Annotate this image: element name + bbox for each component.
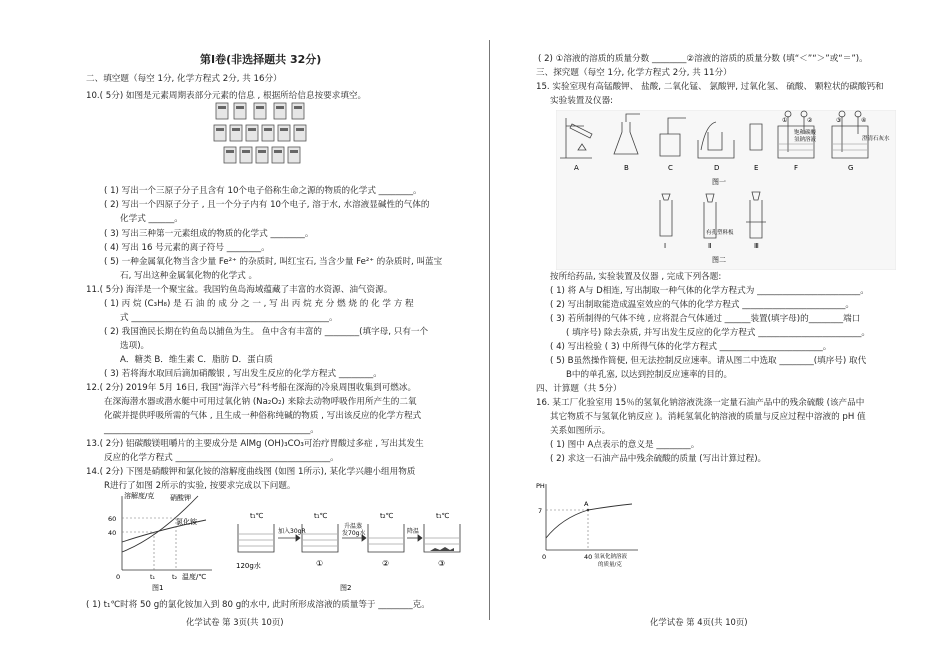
- step-label: 升温蒸: [344, 523, 363, 530]
- ytick: 60: [108, 515, 117, 523]
- point-label: A: [584, 500, 589, 508]
- line: 15. 实验室现有高锰酸钾、 盐酸, 二氧化锰、 氯酸钾, 过氧化氢、 硫酸、 颗粒状的碳酸钙和: [536, 82, 884, 92]
- apparatus-letter: F: [794, 164, 799, 172]
- line: 石, 写出这种金属氧化物的化学式 。: [120, 271, 258, 281]
- line: 三、探究题（每空 1分, 化学方程式 2分, 共 11分）: [536, 68, 732, 78]
- xtick: 0: [116, 573, 121, 581]
- curve2-label: 氯化铵: [176, 518, 197, 526]
- line: 二、填空题（每空 1分, 化学方程式 2分, 共 16分）: [86, 74, 282, 84]
- xtick: 40: [584, 553, 593, 561]
- line: ( 4) 写出检验 ( 3) 中所得气体的化学方程式 ________________________。: [550, 342, 832, 352]
- solubility-chart: [98, 490, 218, 592]
- line: 反应的化学方程式 ____________________________________。: [104, 453, 339, 463]
- ytick: 40: [108, 529, 117, 537]
- line: ( 1) 写出一个三原子分子且含有 10个电子俗称生命之源的物质的化学式 ________。: [104, 186, 422, 196]
- apparatus-letter: B: [624, 164, 629, 172]
- plate-label: 有孔塑料板: [706, 230, 734, 236]
- roman-label: Ⅱ: [708, 242, 712, 250]
- page-footer: 化学试卷 第 4页(共 10页): [650, 617, 748, 627]
- ylabel: 溶解度/克: [124, 492, 155, 500]
- line: B中的单孔塞, 以达到控制反应速率的目的。: [566, 370, 733, 380]
- water-label: 120g水: [236, 562, 261, 570]
- f-label: 氢钠溶液: [794, 137, 817, 143]
- num-label: ③: [438, 559, 446, 568]
- f-label: 饱和碳酸: [794, 130, 817, 136]
- line: 11.( 5分) 海洋是一个聚宝盆。我国钓鱼岛海域蕴藏了丰富的水资源、油气资源。: [86, 285, 393, 295]
- line: ( 4) 写出 16 号元素的离子符号 ________。: [104, 243, 270, 253]
- line: 选项)。: [120, 341, 150, 351]
- line: 14.( 2分) 下图是硝酸钾和氯化铵的溶解度曲线图 (如图 1所示), 某化学兴趣小组用物质: [86, 467, 416, 477]
- line: ( 2) 写出制取能造成温室效应的气体的化学方程式 ________________________。: [550, 300, 854, 310]
- port-label: ②: [807, 117, 813, 124]
- line: R进行了如图 2所示的实验, 按要求完成以下问题。: [104, 481, 296, 491]
- port-label: ①: [782, 117, 788, 124]
- caption: 图2: [340, 584, 352, 592]
- line: 实验装置及仪器:: [550, 96, 614, 106]
- ytick: 7: [538, 507, 543, 515]
- apparatus-letter: E: [754, 164, 759, 172]
- apparatus-letter: D: [714, 164, 720, 172]
- temp-label: t₂℃: [380, 512, 394, 520]
- caption: 图二: [712, 256, 726, 264]
- apparatus-figure: [556, 110, 896, 270]
- line: 13.( 2分) 铝碳酸镁咀嚼片的主要成分是 AlMg (OH)₃CO₃可治疗胃酸过多症 , 写出其发生: [86, 439, 424, 449]
- experiment-figure: [230, 490, 462, 592]
- line: 12.( 2分) 2019年 5月 16日, 我国“海洋六号”科考船在深海的冷泉周围收集到可燃冰。: [86, 383, 417, 393]
- line: ( 2) ①溶液的溶质的质量分数 ________②溶液的溶质的质量分数 (填“＜”“＞”或“＝”)。: [538, 54, 868, 64]
- xtick: t₁: [150, 573, 156, 581]
- xlabel: 的质量/克: [598, 562, 622, 568]
- num-label: ②: [382, 559, 390, 568]
- line: ( 1) t₁℃时将 50 g的氯化铵加入到 80 g的水中, 此时所形成溶液的质量等于 ________克。: [86, 600, 430, 610]
- page-footer: 化学试卷 第 3页(共 10页): [186, 617, 284, 627]
- port-label: ③: [836, 117, 842, 124]
- temp-label: t₁℃: [314, 512, 328, 520]
- step-label: 发70g水: [342, 530, 366, 537]
- line: ________________________________________________。: [104, 425, 319, 435]
- line: ( 1) 丙 烷 (C₃H₈) 是 石 油 的 成 分 之 一 , 写 出 丙 烷 充 分 燃 烧 的 化 学 方 程: [104, 299, 414, 309]
- line: 16. 某工厂化验室用 15％的氢氧化钠溶液洗涤一定量石油产品中的残余硫酸 (该产品中: [536, 398, 865, 408]
- line: ( 3) 写出三种第一元素组成的物质的化学式 ________。: [104, 229, 314, 239]
- section-title: 第Ⅰ卷(非选择题共 32分): [200, 53, 322, 66]
- num-label: ①: [316, 559, 324, 568]
- ph-chart: [532, 478, 642, 574]
- line: ( 3) 若将海水取回后滴加硝酸银 , 写出发生反应的化学方程式 ________。: [104, 369, 382, 379]
- roman-label: Ⅲ: [754, 242, 759, 250]
- line: A．糖类 B．维生素 C．脂肪 D．蛋白质: [120, 355, 273, 365]
- line: 式 ______________________________________________。: [120, 313, 338, 323]
- caption: 图1: [152, 584, 164, 592]
- xlabel: 温度/℃: [182, 573, 207, 581]
- roman-label: Ⅰ: [664, 242, 667, 250]
- temp-label: t₁℃: [250, 512, 264, 520]
- line: ( 1) 将 A与 D相连, 写出制取一种气体的化学方程式为 ________________________。: [550, 286, 869, 296]
- page-divider: [489, 40, 490, 620]
- xlabel: 氢氧化钠溶液: [594, 554, 628, 560]
- origin: 0: [542, 553, 547, 561]
- line: 化学式 ______。: [120, 214, 183, 224]
- line: ( 2) 写出一个四原子分子 , 且一个分子内有 10个电子, 溶于水, 水溶液显碱性的气体的: [104, 200, 430, 210]
- line: ( 2) 求这一石油产品中残余硫酸的质量 (写出计算过程)。: [550, 454, 767, 464]
- apparatus-letter: G: [848, 164, 854, 172]
- xtick: t₂: [172, 573, 178, 581]
- line: 其它物质不与氢氧化钠反应 )。消耗氢氧化钠溶液的质量与反应过程中溶液的 pH 值: [550, 412, 866, 422]
- line: 10.( 5分) 如图是元素周期表部分元素的信息 , 根据所给信息按要求填空。: [86, 91, 367, 101]
- periodic-table-figure: [210, 101, 310, 181]
- right-page: [528, 0, 923, 671]
- apparatus-letter: A: [574, 164, 579, 172]
- line: ( 2) 我国渔民长期在钓鱼岛以捕鱼为生。 鱼中含有丰富的 ________(填字母, 只有一个: [104, 327, 429, 337]
- line: ( 1) 图中 A点表示的意义是 ________。: [550, 440, 700, 450]
- port-label: ④: [861, 117, 867, 124]
- line: ( 5) 一种金属氧化物当含少量 Fe²⁺ 的杂质时, 叫红宝石, 当含少量 Fe²⁺ 的杂质时, 叫蓝宝: [104, 257, 443, 267]
- line: 化碳并提供呼吸所需的气体 , 且生成一种俗称纯碱的物质 , 写出该反应的化学方程式: [104, 411, 422, 421]
- line: 在深海潜水器或潜水艇中可用过氧化钠 (Na₂O₂) 来除去动物呼吸作用所产生的二氧: [104, 397, 417, 407]
- apparatus-letter: C: [668, 164, 673, 172]
- curve1-label: 硝酸钾: [170, 494, 191, 502]
- step-label: 降温: [407, 528, 420, 535]
- line: ( 5) B虽然操作简便, 但无法控制反应速率。请从图二中选取 ________(填序号) 取代: [550, 356, 867, 366]
- line: ( 填序号) 除去杂质, 并写出发生反应的化学方程式 ________________________。: [566, 328, 870, 338]
- line: ( 3) 若所制得的气体不纯 , 应将混合气体通过 ______装置(填字母)的________端口: [550, 314, 861, 324]
- step-label: 加入30gR: [278, 528, 306, 535]
- line: 按所给药品, 实验装置及仪器 , 完成下列各题:: [550, 272, 722, 282]
- ylabel: PH: [536, 482, 545, 490]
- temp-label: t₁℃: [436, 512, 450, 520]
- line: 四、计算题（共 5分）: [536, 384, 622, 394]
- g-label: 澄清石灰水: [862, 136, 890, 142]
- line: 关系如图所示。: [550, 426, 611, 436]
- left-page: [82, 0, 482, 671]
- caption: 图一: [712, 178, 726, 186]
